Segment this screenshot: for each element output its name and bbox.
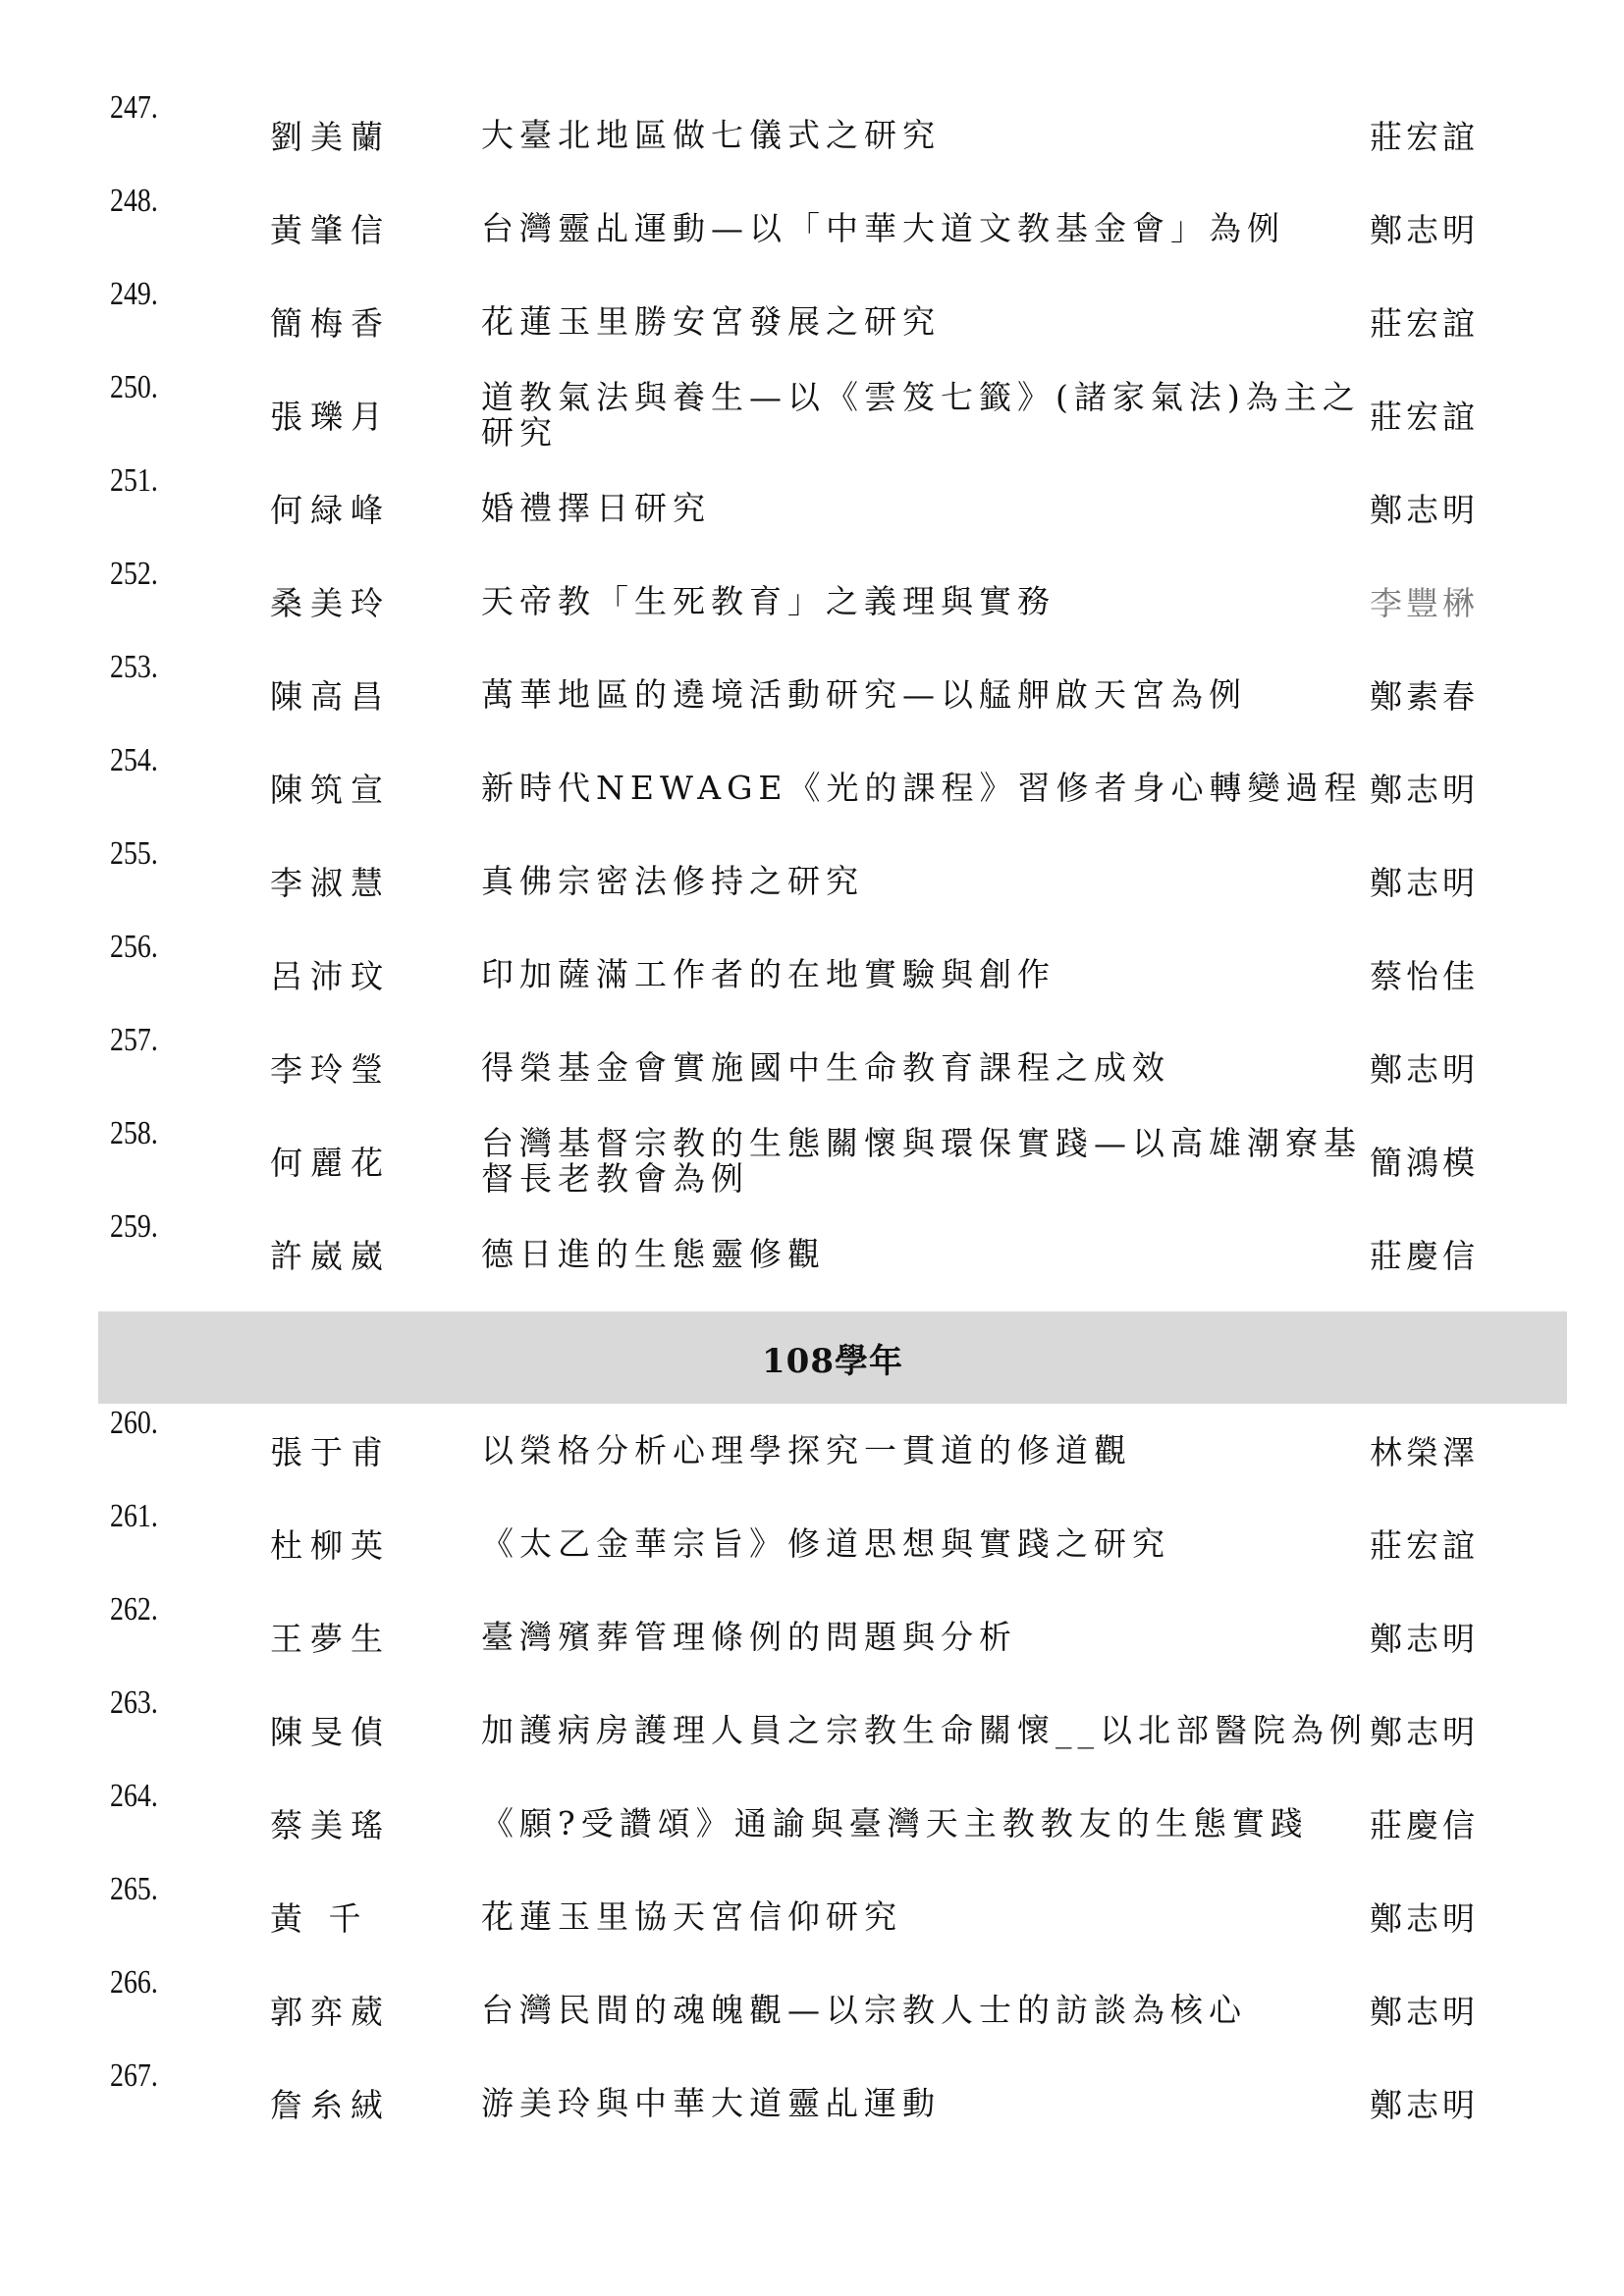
advisor-name: 鄭志明 bbox=[1370, 1050, 1479, 1089]
advisor-name: 蔡怡佳 bbox=[1370, 957, 1479, 995]
thesis-title-text: 台灣基督宗教的生態關懷與環保實踐—以高雄潮寮基督長老教會為例 bbox=[481, 1123, 1362, 1198]
thesis-title-text: 得榮基金會實施國中生命教育課程之成效 bbox=[481, 1047, 1170, 1087]
advisor-name: 莊宏誼 bbox=[1370, 118, 1479, 156]
row-number: 250. bbox=[110, 369, 158, 405]
student-name: 黃肇信 bbox=[270, 211, 391, 249]
student-name: 張于甫 bbox=[270, 1433, 391, 1471]
thesis-title bbox=[481, 1683, 1375, 1777]
row-number: 251. bbox=[110, 462, 158, 499]
student-name: 蔡美瑤 bbox=[270, 1806, 391, 1844]
thesis-title-text: 天帝教「生死教育」之義理與實務 bbox=[481, 581, 1056, 620]
thesis-title-text: 台灣民間的魂魄觀—以宗教人士的訪談為核心 bbox=[481, 1990, 1247, 2029]
thesis-title-text: 真佛宗密法修持之研究 bbox=[481, 861, 864, 900]
row-number: 258. bbox=[110, 1115, 158, 1151]
thesis-row bbox=[98, 1021, 1561, 1114]
advisor-name: 鄭志明 bbox=[1370, 1899, 1479, 1938]
student-name: 王夢生 bbox=[270, 1620, 391, 1658]
thesis-row bbox=[98, 1683, 1561, 1777]
student-name: 桑美玲 bbox=[270, 584, 391, 622]
row-number: 252. bbox=[110, 556, 158, 592]
thesis-title-text: 婚禮擇日研究 bbox=[481, 488, 711, 527]
thesis-title bbox=[481, 555, 1375, 648]
thesis-title bbox=[481, 275, 1375, 368]
thesis-title bbox=[481, 1590, 1375, 1683]
thesis-title-text: 新時代NEWAGE《光的課程》習修者身心轉變過程 bbox=[481, 768, 1363, 807]
thesis-row bbox=[98, 88, 1561, 182]
thesis-row bbox=[98, 1497, 1561, 1590]
advisor-name: 鄭素春 bbox=[1370, 677, 1479, 716]
advisor-name: 莊宏誼 bbox=[1370, 304, 1479, 343]
thesis-row bbox=[98, 648, 1561, 741]
thesis-row bbox=[98, 461, 1561, 555]
student-name: 何緑峰 bbox=[270, 491, 391, 529]
row-number: 260. bbox=[110, 1405, 158, 1441]
student-name: 簡梅香 bbox=[270, 304, 391, 343]
thesis-title bbox=[481, 1021, 1375, 1114]
thesis-title bbox=[481, 1497, 1375, 1590]
thesis-row bbox=[98, 368, 1561, 461]
thesis-title bbox=[481, 1404, 1375, 1497]
student-name: 杜柳英 bbox=[270, 1526, 391, 1565]
thesis-title bbox=[481, 88, 1375, 182]
thesis-title-text: 花蓮玉里勝安宮發展之研究 bbox=[481, 301, 941, 341]
row-number: 261. bbox=[110, 1498, 158, 1534]
thesis-row bbox=[98, 275, 1561, 368]
thesis-title-text: 德日進的生態靈修觀 bbox=[481, 1234, 826, 1273]
advisor-name: 鄭志明 bbox=[1370, 1993, 1479, 2031]
thesis-title-text: 以榮格分析心理學探究一貫道的修道觀 bbox=[481, 1430, 1132, 1469]
thesis-row bbox=[98, 2056, 1561, 2150]
thesis-title bbox=[481, 182, 1375, 275]
thesis-title-text: 印加薩滿工作者的在地實驗與創作 bbox=[481, 954, 1056, 993]
thesis-title bbox=[481, 2056, 1375, 2150]
row-number: 267. bbox=[110, 2057, 158, 2094]
thesis-title bbox=[481, 1207, 1375, 1301]
thesis-title bbox=[481, 928, 1375, 1021]
row-number: 256. bbox=[110, 929, 158, 965]
thesis-row bbox=[98, 834, 1561, 928]
thesis-row bbox=[98, 1870, 1561, 1963]
thesis-title-text: 大臺北地區做七儀式之研究 bbox=[481, 115, 941, 154]
thesis-title bbox=[481, 368, 1375, 461]
advisor-name: 莊宏誼 bbox=[1370, 1526, 1479, 1565]
thesis-title-text: 道教氣法與養生—以《雲笈七籤》(諸家氣法)為主之研究 bbox=[481, 377, 1361, 452]
advisor-name: 莊慶信 bbox=[1370, 1806, 1479, 1844]
thesis-title-text: 《太乙金華宗旨》修道思想與實踐之研究 bbox=[481, 1523, 1170, 1563]
row-number: 259. bbox=[110, 1208, 158, 1245]
thesis-title bbox=[481, 834, 1375, 928]
advisor-name: 鄭志明 bbox=[1370, 211, 1479, 249]
thesis-title-text: 游美玲與中華大道靈乩運動 bbox=[481, 2083, 941, 2122]
thesis-title-text: 花蓮玉里協天宮信仰研究 bbox=[481, 1896, 902, 1936]
thesis-row bbox=[98, 1404, 1561, 1497]
thesis-row bbox=[98, 1777, 1561, 1870]
student-name: 劉美蘭 bbox=[270, 118, 391, 156]
row-number: 255. bbox=[110, 835, 158, 872]
thesis-row bbox=[98, 741, 1561, 834]
thesis-title-text: 《願?受讚頌》通諭與臺灣天主教教友的生態實踐 bbox=[481, 1803, 1309, 1842]
row-number: 263. bbox=[110, 1684, 158, 1721]
thesis-title bbox=[481, 741, 1375, 834]
row-number: 262. bbox=[110, 1591, 158, 1628]
row-number: 249. bbox=[110, 276, 158, 312]
row-number: 247. bbox=[110, 89, 158, 126]
advisor-name: 李豐楙 bbox=[1370, 584, 1479, 622]
thesis-title bbox=[481, 1870, 1375, 1963]
year-heading: 108學年 bbox=[762, 1341, 903, 1381]
student-name: 何麗花 bbox=[270, 1144, 391, 1182]
row-number: 248. bbox=[110, 183, 158, 219]
student-name: 張瓅月 bbox=[270, 398, 391, 436]
thesis-title bbox=[481, 1114, 1375, 1207]
thesis-row bbox=[98, 1207, 1561, 1301]
thesis-title bbox=[481, 461, 1375, 555]
student-name: 黃 千 bbox=[270, 1899, 369, 1938]
thesis-row bbox=[98, 555, 1561, 648]
student-name: 詹糸絨 bbox=[270, 2086, 391, 2124]
advisor-name: 鄭志明 bbox=[1370, 1713, 1479, 1751]
thesis-title bbox=[481, 1963, 1375, 2056]
thesis-row bbox=[98, 182, 1561, 275]
advisor-name: 鄭志明 bbox=[1370, 2086, 1479, 2124]
thesis-title-text: 加護病房護理人員之宗教生命關懷__以北部醫院為例 bbox=[481, 1710, 1368, 1749]
advisor-name: 鄭志明 bbox=[1370, 771, 1479, 809]
row-number: 254. bbox=[110, 742, 158, 778]
thesis-title bbox=[481, 1777, 1375, 1870]
thesis-row bbox=[98, 1590, 1561, 1683]
thesis-row bbox=[98, 928, 1561, 1021]
student-name: 許崴崴 bbox=[270, 1237, 391, 1275]
row-number: 265. bbox=[110, 1871, 158, 1907]
row-number: 253. bbox=[110, 649, 158, 685]
advisor-name: 莊慶信 bbox=[1370, 1237, 1479, 1275]
student-name: 陳高昌 bbox=[270, 677, 391, 716]
thesis-row bbox=[98, 1963, 1561, 2056]
thesis-title-text: 台灣靈乩運動—以「中華大道文教基金會」為例 bbox=[481, 208, 1285, 247]
student-name: 呂沛玟 bbox=[270, 957, 391, 995]
row-number: 257. bbox=[110, 1022, 158, 1058]
thesis-title bbox=[481, 648, 1375, 741]
student-name: 李玲瑩 bbox=[270, 1050, 391, 1089]
student-name: 陳筑宣 bbox=[270, 771, 391, 809]
advisor-name: 鄭志明 bbox=[1370, 864, 1479, 902]
advisor-name: 簡鴻模 bbox=[1370, 1144, 1479, 1182]
thesis-title-text: 萬華地區的遶境活動研究—以艋舺啟天宮為例 bbox=[481, 674, 1247, 714]
thesis-row bbox=[98, 1114, 1561, 1207]
thesis-title-text: 臺灣殯葬管理條例的問題與分析 bbox=[481, 1617, 1017, 1656]
student-name: 陳旻偵 bbox=[270, 1713, 391, 1751]
advisor-name: 莊宏誼 bbox=[1370, 398, 1479, 436]
student-name: 郭弈葳 bbox=[270, 1993, 391, 2031]
advisor-name: 鄭志明 bbox=[1370, 491, 1479, 529]
year-heading-band bbox=[98, 1311, 1567, 1404]
student-name: 李淑慧 bbox=[270, 864, 391, 902]
advisor-name: 林榮澤 bbox=[1370, 1433, 1479, 1471]
row-number: 266. bbox=[110, 1964, 158, 2001]
advisor-name: 鄭志明 bbox=[1370, 1620, 1479, 1658]
row-number: 264. bbox=[110, 1778, 158, 1814]
